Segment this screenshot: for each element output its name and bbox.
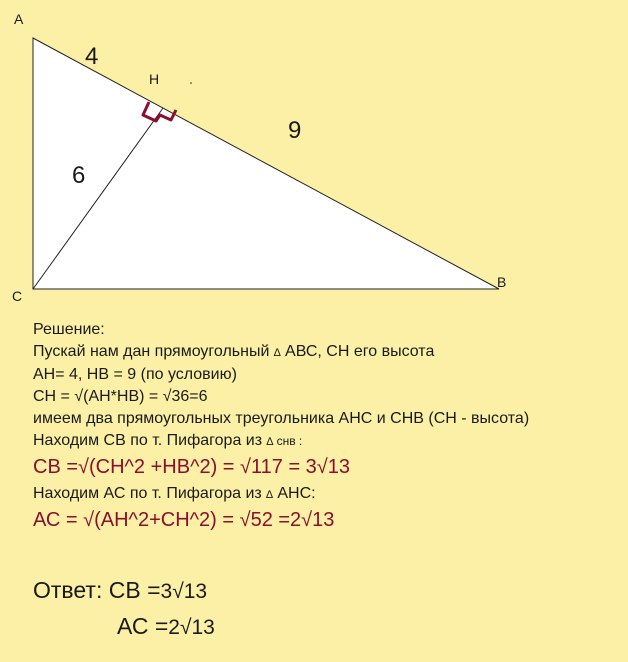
- solution-line-5-b: снв :: [273, 434, 303, 448]
- solution-line-1-a: Пускай нам дан прямоугольный: [33, 343, 274, 360]
- answer-cb-value: 3√13: [160, 580, 208, 603]
- answer-line-cb: [33, 577, 207, 604]
- segment-label-ah: 4: [85, 43, 99, 70]
- segment-label-ch: 6: [72, 162, 86, 189]
- solution-line-7: [33, 483, 623, 506]
- dot-mark: [190, 82, 192, 84]
- solution-line-7-b: АНС:: [272, 485, 316, 502]
- triangle-symbol: ∆: [266, 489, 273, 501]
- answer-line-ac: [117, 613, 215, 640]
- triangle-abc: [33, 38, 499, 289]
- solution-line-7-a: Находим АС по т. Пифагора из: [33, 485, 267, 502]
- triangle-symbol: ∆: [266, 436, 274, 448]
- formula-ac: АС = √(АН^2+СН^2) = √52 =2√13: [33, 509, 335, 531]
- solution-heading: Решение:: [33, 321, 105, 338]
- vertex-label-b: B: [497, 274, 507, 290]
- vertex-label-h: H: [149, 71, 160, 87]
- solution-line-3: СН = √(АН*НВ) = √36=6: [33, 388, 208, 405]
- answer-cb-label: СВ =: [108, 577, 161, 603]
- segment-label-hb: 9: [288, 117, 302, 144]
- triangle-symbol: ∆: [273, 347, 281, 359]
- answer-ac-value: 2√13: [168, 616, 215, 639]
- solution-line-1: [33, 341, 623, 364]
- answer-ac-label: АС =: [117, 613, 169, 639]
- solution-line-4: имеем два прямоугольных треугольника АНС и СНВ (СН - высота): [33, 410, 530, 427]
- vertex-label-c: C: [12, 288, 23, 304]
- solution-text: [33, 319, 623, 536]
- solution-line-5: [33, 430, 623, 453]
- triangle-figure: [0, 0, 628, 320]
- solution-line-5-a: Находим СВ по т. Пифагора из: [33, 432, 267, 449]
- answer-label: Ответ:: [33, 577, 103, 603]
- solution-line-2: АН= 4, НВ = 9 (по условию): [33, 366, 237, 383]
- solution-line-1-b: АВС, СН его высота: [280, 343, 435, 360]
- vertex-label-a: A: [14, 11, 24, 27]
- formula-cb: СВ =√(СН^2 +НВ^2) = √117 = 3√13: [33, 456, 351, 478]
